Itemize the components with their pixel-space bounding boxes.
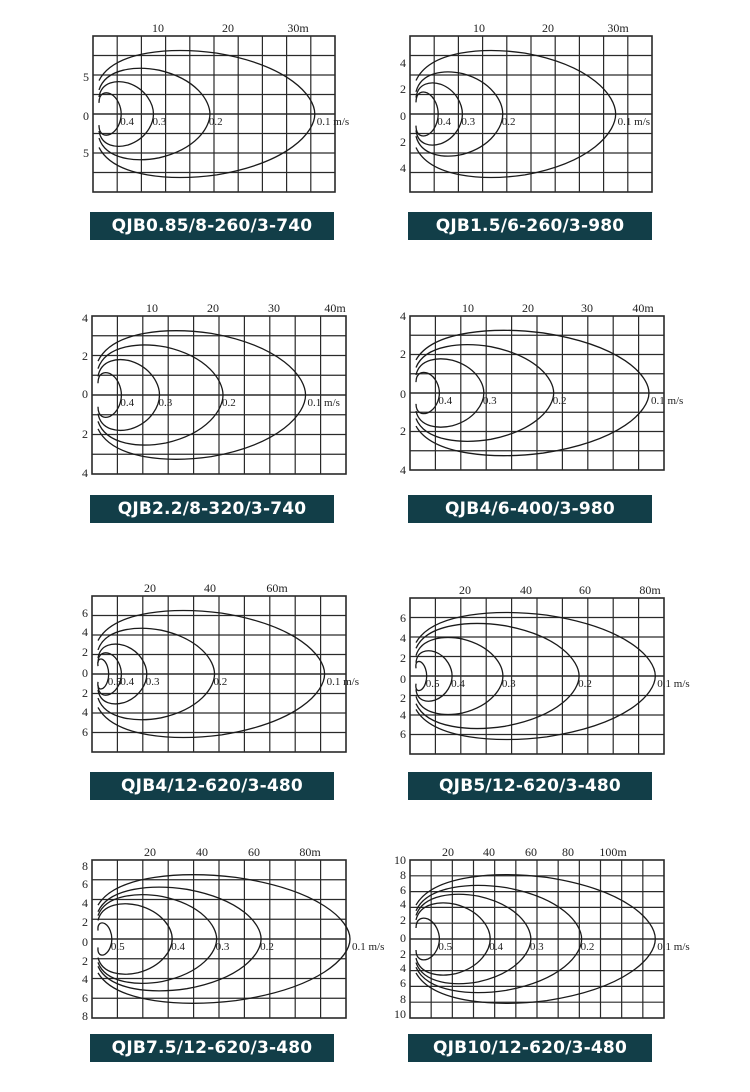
x-axis-label: 100m — [599, 845, 627, 859]
velocity-label: 0.5 — [110, 941, 125, 953]
velocity-label: 0.3 — [215, 941, 230, 953]
x-axis-label: 30 — [268, 301, 280, 315]
grid — [92, 860, 346, 1018]
velocity-label: 0.3 — [482, 395, 497, 407]
x-axis-label: 20 — [222, 21, 234, 35]
x-axis-label: 80m — [639, 583, 661, 597]
velocity-label: 0.4 — [437, 116, 451, 128]
model-caption: QJB1.5/6-260/3-980 — [408, 212, 652, 240]
velocity-label: 0.1 m/s — [307, 397, 340, 409]
velocity-label: 0.3 — [145, 676, 160, 688]
y-axis-label: 2 — [400, 135, 406, 149]
velocity-label: 0.1 m/s — [617, 116, 651, 128]
velocity-label: 0.1 m/s — [326, 676, 360, 688]
y-axis-label: 4 — [400, 961, 406, 975]
y-axis-label: 2 — [400, 913, 406, 927]
x-axis-label: 10 — [462, 301, 474, 315]
grid — [410, 316, 664, 470]
velocity-label: 0.2 — [580, 941, 595, 953]
velocity-label: 0.5 — [425, 678, 440, 690]
y-axis-label: 6 — [400, 883, 406, 897]
x-axis-label: 40 — [483, 845, 495, 859]
x-axis-label: 40 — [196, 845, 208, 859]
x-axis-label: 20 — [542, 21, 554, 35]
model-caption: QJB10/12-620/3-480 — [408, 1034, 652, 1062]
velocity-label: 0.5 — [438, 941, 453, 953]
x-axis-label: 20 — [207, 301, 219, 315]
velocity-label: 0.4 — [120, 116, 134, 128]
model-caption: QJB5/12-620/3-480 — [408, 772, 652, 800]
x-axis-label: 60 — [579, 583, 591, 597]
velocity-contour-chart — [388, 842, 690, 1064]
y-axis-label: 4 — [400, 897, 406, 911]
x-axis-label: 10 — [152, 21, 164, 35]
model-caption: QJB2.2/8-320/3-740 — [90, 495, 334, 523]
y-axis-label: 4 — [82, 972, 88, 986]
y-axis-label: 0 — [82, 387, 88, 401]
y-axis-label: 2 — [82, 915, 88, 929]
velocity-label: 0.3 — [501, 678, 516, 690]
y-axis-label: 4 — [400, 708, 406, 722]
velocity-contour-chart — [72, 842, 385, 1064]
y-axis-label: 0 — [82, 666, 88, 680]
velocity-label: 0.4 — [489, 941, 503, 953]
y-axis-label: 4 — [400, 161, 406, 175]
velocity-label: 0.2 — [552, 395, 567, 407]
velocity-contour-chart — [72, 576, 360, 802]
velocity-label: 0.2 — [260, 941, 274, 953]
x-axis-label: 60 — [525, 845, 537, 859]
y-axis-label: 6 — [82, 725, 88, 739]
velocity-contour-chart — [83, 20, 350, 242]
x-axis-label: 20 — [459, 583, 471, 597]
velocity-label: 0.3 — [152, 116, 167, 128]
velocity-contour-chart — [388, 298, 684, 526]
y-axis-label: 2 — [400, 424, 406, 438]
velocity-label: 0.3 — [158, 397, 173, 409]
y-axis-label: 0 — [82, 935, 88, 949]
flow-diagram-qjb10-12 — [388, 842, 690, 1064]
model-caption: QJB4/12-620/3-480 — [90, 772, 334, 800]
flow-diagram-qjb5-12 — [388, 576, 690, 802]
y-axis-label: 4 — [82, 311, 88, 325]
y-axis-label: 4 — [82, 625, 88, 639]
velocity-label: 0.4 — [120, 397, 135, 409]
y-axis-label: 8 — [400, 868, 406, 882]
y-axis-label: 4 — [82, 705, 88, 719]
y-axis-label: 8 — [82, 859, 88, 873]
velocity-label: 0.4 — [438, 395, 453, 407]
y-axis-label: 8 — [400, 992, 406, 1006]
x-axis-label: 60m — [266, 581, 288, 595]
y-axis-label: 2 — [82, 427, 88, 441]
x-axis-label: 20 — [442, 845, 454, 859]
y-axis-label: 6 — [82, 606, 88, 620]
x-axis-label: 20 — [144, 581, 156, 595]
y-axis-label: 10 — [394, 1007, 406, 1021]
x-axis-label: 40m — [632, 301, 654, 315]
velocity-label: 0.2 — [213, 676, 228, 688]
model-caption: QJB7.5/12-620/3-480 — [90, 1034, 334, 1062]
x-axis-label: 80 — [562, 845, 574, 859]
velocity-contour-chart — [388, 576, 690, 802]
y-axis-label: 2 — [400, 82, 406, 96]
y-axis-label: 4 — [82, 466, 88, 480]
model-caption: QJB0.85/8-260/3-740 — [90, 212, 334, 240]
velocity-label: 0.2 — [578, 678, 592, 690]
y-axis-label: 2 — [82, 645, 88, 659]
y-axis-label: 2 — [400, 691, 406, 705]
flow-diagram-qjb2-2 — [72, 298, 348, 526]
y-axis-label: 6 — [400, 976, 406, 990]
x-axis-label: 20 — [144, 845, 156, 859]
y-axis-label: 2 — [400, 947, 406, 961]
grid — [92, 596, 346, 752]
y-axis-label: 2 — [400, 651, 406, 665]
velocity-label: 0.4 — [120, 676, 135, 688]
x-axis-label: 80m — [299, 845, 321, 859]
grid — [410, 598, 664, 754]
velocity-label: 0.4 — [171, 941, 185, 953]
velocity-label: 0.1 m/s — [657, 941, 690, 953]
flow-diagram-qjb1-5 — [388, 20, 654, 242]
flow-diagram-qjb4-6 — [388, 298, 684, 526]
grid — [410, 860, 664, 1018]
y-axis-label: 5 — [83, 146, 89, 160]
x-axis-label: 20 — [522, 301, 534, 315]
velocity-label: 0.4 — [451, 678, 465, 690]
y-axis-label: 2 — [82, 954, 88, 968]
x-axis-label: 40 — [520, 583, 532, 597]
y-axis-label: 0 — [83, 109, 89, 123]
y-axis-label: 0 — [400, 109, 406, 123]
y-axis-label: 0 — [400, 387, 406, 401]
x-axis-label: 60 — [248, 845, 260, 859]
velocity-label: 0.3 — [529, 941, 544, 953]
y-axis-label: 4 — [400, 309, 406, 323]
y-axis-label: 4 — [400, 631, 406, 645]
y-axis-label: 2 — [400, 347, 406, 361]
y-axis-label: 0 — [400, 672, 406, 686]
x-axis-label: 10 — [146, 301, 158, 315]
x-axis-label: 10 — [473, 21, 485, 35]
velocity-label: 0.1 m/s — [316, 116, 350, 128]
y-axis-label: 6 — [400, 611, 406, 625]
velocity-label: 0.1 m/s — [352, 941, 385, 953]
velocity-label: 0.5 — [107, 676, 122, 688]
velocity-label: 0.1 m/s — [657, 678, 690, 690]
y-axis-label: 4 — [82, 896, 88, 910]
velocity-label: 0.1 m/s — [650, 395, 684, 407]
grid — [92, 316, 346, 474]
x-axis-label: 30 — [581, 301, 593, 315]
y-axis-label: 0 — [400, 931, 406, 945]
model-caption: QJB4/6-400/3-980 — [408, 495, 652, 523]
y-axis-label: 4 — [400, 56, 406, 70]
y-axis-label: 2 — [82, 686, 88, 700]
y-axis-label: 6 — [400, 727, 406, 741]
y-axis-label: 2 — [82, 349, 88, 363]
flow-diagram-qjb4-12 — [72, 576, 360, 802]
x-axis-label: 40 — [204, 581, 216, 595]
x-axis-label: 30m — [607, 21, 629, 35]
y-axis-label: 8 — [82, 1009, 88, 1023]
x-axis-label: 30m — [287, 21, 309, 35]
grid — [93, 36, 335, 192]
flow-diagram-qjb0-85 — [83, 20, 350, 242]
y-axis-label: 6 — [82, 991, 88, 1005]
y-axis-label: 6 — [82, 877, 88, 891]
flow-diagram-qjb7-5 — [72, 842, 385, 1064]
x-axis-label: 40m — [324, 301, 346, 315]
velocity-label: 0.2 — [208, 116, 223, 128]
velocity-label: 0.2 — [501, 116, 516, 128]
y-axis-label: 4 — [400, 463, 406, 477]
velocity-contour-chart — [388, 20, 654, 242]
velocity-contour-chart — [72, 298, 348, 526]
velocity-label: 0.2 — [222, 397, 236, 409]
y-axis-label: 5 — [83, 70, 89, 84]
y-axis-label: 10 — [394, 853, 406, 867]
velocity-label: 0.3 — [461, 116, 476, 128]
